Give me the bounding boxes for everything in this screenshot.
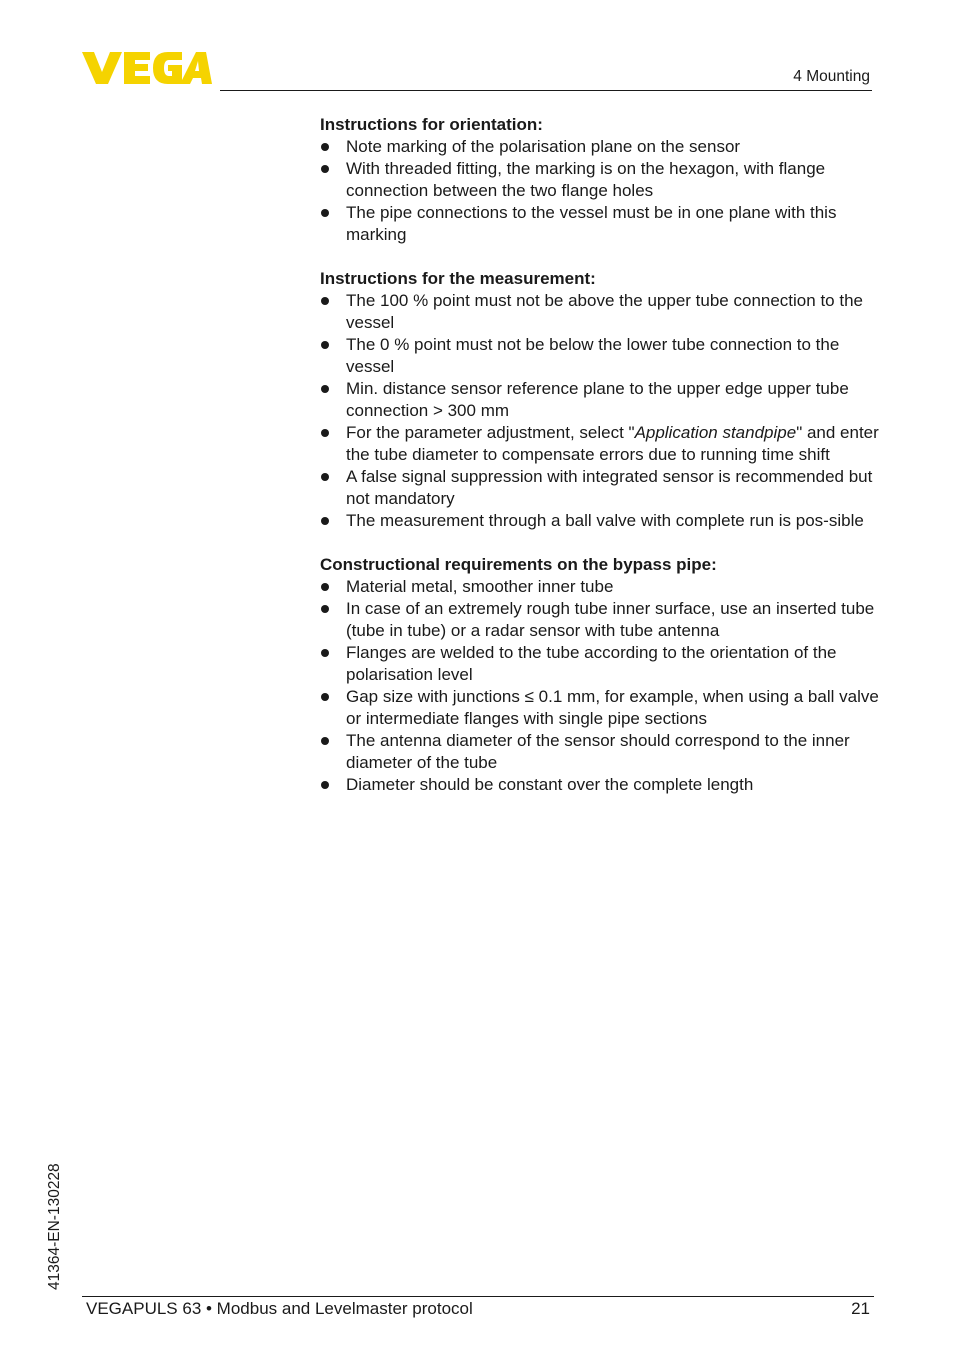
list-item (320, 576, 880, 598)
bullet-icon (321, 473, 329, 481)
list-item (320, 730, 880, 774)
bullet-icon (321, 385, 329, 393)
list-item-text: The 100 % point must not be above the upper tube connection to the vessel (346, 291, 863, 332)
list-item-text: The pipe connections to the vessel must be in one plane with this marking (346, 203, 837, 244)
list-item (320, 642, 880, 686)
instruction-block (320, 554, 880, 796)
bullet-icon (321, 165, 329, 173)
list-item (320, 686, 880, 730)
list-item-text: Min. distance sensor reference plane to the upper edge upper tube connection > 300 mm (346, 379, 849, 420)
section-label: 4 Mounting (793, 68, 870, 85)
bullet-icon (321, 143, 329, 151)
footer-rule (82, 1296, 874, 1297)
bullet-icon (321, 297, 329, 305)
bullet-icon (321, 517, 329, 525)
main-content (320, 114, 880, 818)
bullet-icon (321, 693, 329, 701)
list-item-text: A false signal suppression with integrated sensor is recommended but not mandatory (346, 467, 873, 508)
list-item-text: Note marking of the polarisation plane on the sensor (346, 137, 741, 156)
header-rule (220, 90, 872, 91)
bullet-list (320, 136, 880, 246)
list-item (320, 290, 880, 334)
bullet-icon (321, 781, 329, 789)
list-item-text: Material metal, smoother inner tube (346, 577, 614, 596)
list-item-text: Gap size with junctions ≤ 0.1 mm, for example, when using a ball valve or intermediate flanges with single pipe sections (346, 687, 879, 728)
bullet-list (320, 576, 880, 796)
list-item-text: Diameter should be constant over the complete length (346, 775, 754, 794)
list-item-text: Flanges are welded to the tube according to the orientation of the polarisation level (346, 643, 837, 684)
bullet-icon (321, 649, 329, 657)
list-item-text: For the parameter adjustment, select " (346, 423, 635, 442)
list-item (320, 158, 880, 202)
list-item (320, 202, 880, 246)
bullet-icon (321, 605, 329, 613)
block-heading: Constructional requirements on the bypass pipe: (320, 555, 717, 574)
bullet-icon (321, 341, 329, 349)
instruction-block (320, 268, 880, 532)
vega-logo (82, 52, 212, 84)
list-item-text: The measurement through a ball valve with complete run is pos-sible (346, 511, 864, 530)
list-item (320, 422, 880, 466)
list-item (320, 466, 880, 510)
list-item (320, 136, 880, 158)
list-item-text: The antenna diameter of the sensor should correspond to the inner diameter of the tube (346, 731, 850, 772)
bullet-icon (321, 737, 329, 745)
list-item (320, 774, 880, 796)
document-id: 41364-EN-130228 (46, 1163, 63, 1290)
list-item (320, 334, 880, 378)
list-item (320, 598, 880, 642)
instruction-block (320, 114, 880, 246)
list-item-text: " and enter the tube diameter to compensate errors due to running time shift (346, 423, 879, 464)
page-number: 21 (851, 1299, 870, 1318)
list-item-text: With threaded fitting, the marking is on the hexagon, with flange connection between the two flange holes (346, 159, 826, 200)
bullet-icon (321, 583, 329, 591)
list-item-text: The 0 % point must not be below the lower tube connection to the vessel (346, 335, 840, 376)
emphasis-text: Application standpipe (634, 423, 797, 442)
vega-logo-letters (82, 52, 212, 84)
footer-title: VEGAPULS 63 • Modbus and Levelmaster protocol (86, 1299, 473, 1318)
list-item-text: In case of an extremely rough tube inner surface, use an inserted tube (tube in tube) or a radar sensor with tube antenna (346, 599, 875, 640)
list-item (320, 378, 880, 422)
bullet-icon (321, 209, 329, 217)
block-heading: Instructions for orientation: (320, 115, 543, 134)
block-heading: Instructions for the measurement: (320, 269, 596, 288)
bullet-list (320, 290, 880, 532)
bullet-icon (321, 429, 329, 437)
list-item (320, 510, 880, 532)
